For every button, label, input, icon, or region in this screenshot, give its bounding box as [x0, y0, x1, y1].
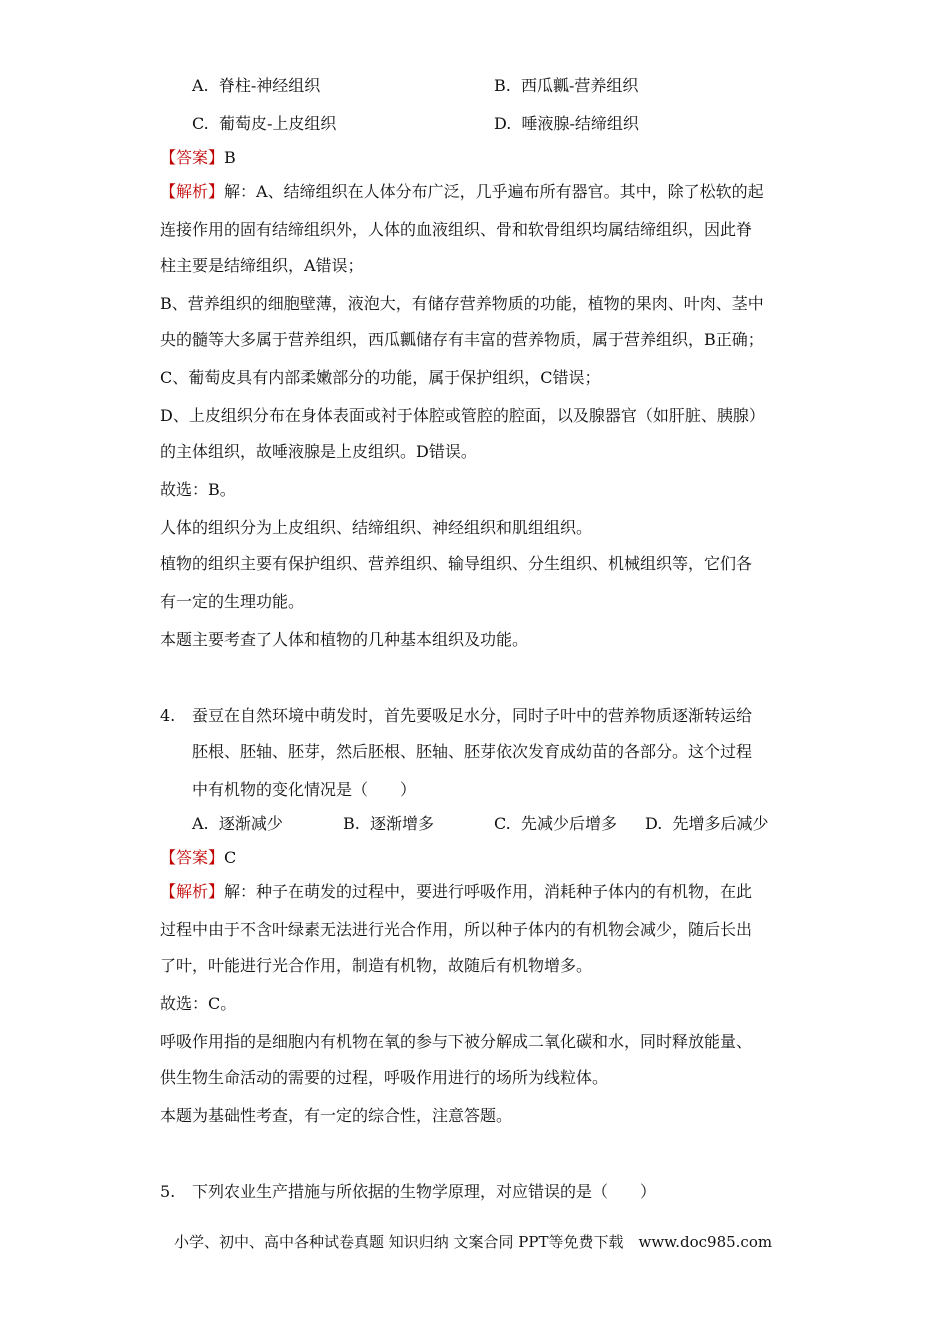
analysis-line: 了叶，叶能进行光合作用，制造有机物，故随后有机物增多。: [160, 956, 593, 975]
answer-tag: 【答案】: [160, 848, 225, 867]
option-c: [192, 114, 336, 134]
option-letter: A.: [192, 76, 209, 95]
option-text: 先增多后减少: [672, 814, 769, 833]
analysis-line: 植物的组织主要有保护组织、营养组织、输导组织、分生组织、机械组织等，它们各: [160, 554, 753, 573]
analysis-line: 连接作用的固有结缔组织外，人体的血液组织、骨和软骨组织均属结缔组织，因此脊: [160, 220, 753, 239]
question-stem: 下列农业生产措施与所依据的生物学原理，对应错误的是（ ）: [192, 1182, 657, 1201]
option-c: [494, 814, 617, 834]
analysis-line: 人体的组织分为上皮组织、结缔组织、神经组织和肌组组织。: [160, 518, 593, 537]
option-text: 西瓜瓤-营养组织: [521, 76, 639, 95]
analysis-line: 故选：C。: [160, 994, 237, 1013]
option-b: [494, 76, 638, 96]
analysis-line: [160, 882, 752, 902]
option-text: 唾液腺-结缔组织: [521, 114, 639, 133]
analysis-line: 呼吸作用指的是细胞内有机物在氧的参与下被分解成二氧化碳和水，同时释放能量、: [160, 1032, 753, 1051]
option-a: [192, 814, 283, 834]
question-stem: 蚕豆在自然环境中萌发时，首先要吸足水分，同时子叶中的营养物质逐渐转运给: [192, 706, 753, 725]
answer-line: [160, 848, 236, 868]
analysis-line: 过程中由于不含叶绿素无法进行光合作用，所以种子体内的有机物会减少，随后长出: [160, 920, 753, 939]
question-number: 5.: [160, 1182, 176, 1201]
question-number: 4.: [160, 706, 176, 725]
analysis-line: 的主体组织，故唾液腺是上皮组织。D错误。: [160, 442, 477, 461]
analysis-line: 央的髓等大多属于营养组织，西瓜瓤储存有丰富的营养物质，属于营养组织，B正确；: [160, 330, 764, 349]
option-d: [645, 814, 769, 834]
option-letter: A.: [192, 814, 209, 833]
analysis-line: 故选：B。: [160, 480, 236, 499]
analysis-line: 本题为基础性考查，有一定的综合性，注意答题。: [160, 1106, 513, 1125]
option-letter: B.: [494, 76, 511, 95]
option-letter: D.: [645, 814, 663, 833]
option-letter: B.: [343, 814, 360, 833]
answer-line: [160, 148, 236, 168]
option-text: 脊柱-神经组织: [218, 76, 321, 95]
answer-value: C: [224, 848, 237, 867]
question-stem: 中有机物的变化情况是（ ）: [192, 780, 417, 799]
option-text: 逐渐增多: [370, 814, 435, 833]
answer-tag: 【答案】: [160, 148, 225, 167]
analysis-text: 解：A、结缔组织在人体分布广泛，几乎遍布所有器官。其中，除了松软的起: [224, 182, 764, 201]
answer-value: B: [224, 148, 236, 167]
analysis-line: D、上皮组织分布在身体表面或衬于体腔或管腔的腔面，以及腺器官（如肝脏、胰腺）: [160, 406, 765, 425]
analysis-line: 本题主要考查了人体和植物的几种基本组织及功能。: [160, 630, 529, 649]
analysis-line: 有一定的生理功能。: [160, 592, 305, 611]
analysis-line: 供生物生命活动的需要的过程，呼吸作用进行的场所为线粒体。: [160, 1068, 609, 1087]
analysis-line: B、营养组织的细胞壁薄，液泡大，有储存营养物质的功能，植物的果肉、叶肉、茎中: [160, 294, 764, 313]
page-footer: 小学、初中、高中各种试卷真题 知识归纳 文案合同 PPT等免费下载 www.doc985.com: [174, 1233, 773, 1251]
option-a: [192, 76, 320, 96]
option-b: [343, 814, 434, 834]
analysis-text: 解：种子在萌发的过程中，要进行呼吸作用，消耗种子体内的有机物，在此: [224, 882, 753, 901]
question-stem: 胚根、胚轴、胚芽，然后胚根、胚轴、胚芽依次发育成幼苗的各部分。这个过程: [192, 742, 753, 761]
option-letter: C.: [494, 814, 511, 833]
option-letter: D.: [494, 114, 512, 133]
option-text: 逐渐减少: [218, 814, 283, 833]
analysis-tag: 【解析】: [160, 182, 225, 201]
option-text: 先减少后增多: [520, 814, 617, 833]
analysis-tag: 【解析】: [160, 882, 225, 901]
option-letter: C.: [192, 114, 209, 133]
analysis-line: C、葡萄皮具有内部柔嫩部分的功能，属于保护组织，C错误；: [160, 368, 601, 387]
option-text: 葡萄皮-上皮组织: [218, 114, 337, 133]
analysis-line: [160, 182, 764, 202]
option-d: [494, 114, 639, 134]
analysis-line: 柱主要是结缔组织，A错误；: [160, 256, 364, 275]
